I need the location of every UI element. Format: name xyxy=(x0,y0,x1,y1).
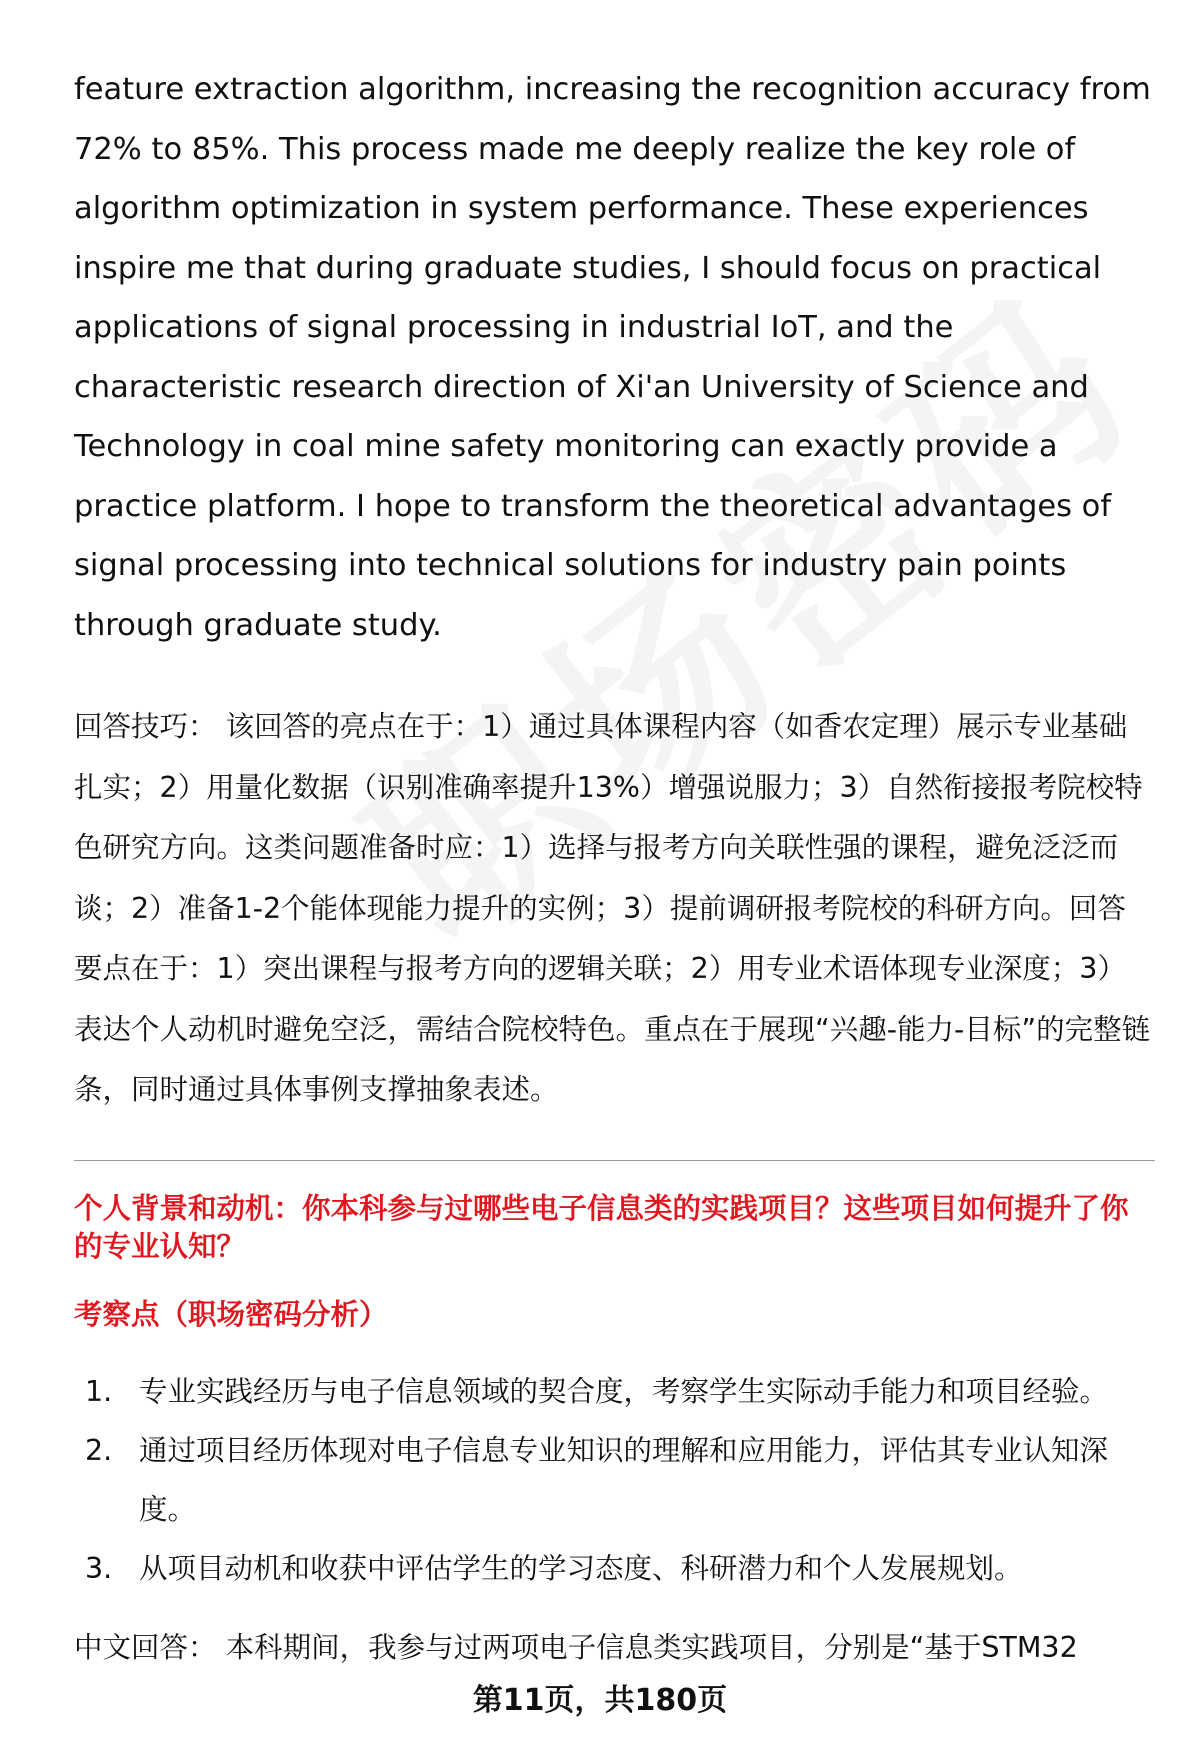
list-item-number: 2. xyxy=(85,1433,113,1467)
list-item xyxy=(74,1362,1154,1421)
list-item xyxy=(74,1539,1154,1598)
list-item-text: 通过项目经历体现对电子信息专业知识的理解和应用能力，评估其专业认知深度。 xyxy=(139,1433,1109,1526)
list-item-number: 1. xyxy=(85,1374,113,1408)
list-item-number: 3. xyxy=(85,1551,113,1585)
page-footer: 第11页，共180页 xyxy=(472,1683,728,1718)
assessment-points-list xyxy=(74,1362,1154,1598)
list-item-text: 专业实践经历与电子信息领域的契合度，考察学生实际动手能力和项目经验。 xyxy=(139,1374,1109,1408)
chinese-answer-paragraph xyxy=(74,1628,1154,1668)
list-item-text: 从项目动机和收获中评估学生的学习态度、科研潜力和个人发展规划。 xyxy=(139,1551,1023,1585)
answer-tip-label: 回答技巧： xyxy=(74,710,217,743)
list-item xyxy=(74,1421,1154,1539)
english-answer-paragraph: feature extraction algorithm, increasing the recognition accuracy from 72% to 85%. This process made me deeply realize the key role of algorithm optimization in system performance. These experiences inspire me that during graduate studies, I should focus on practical applications of signal processing in industrial IoT, and the characteristic research direction of Xi'an University of Science and Technology in coal mine safety monitoring can exactly provide a practice platform. I hope to transform the theoretical advantages of signal processing into technical solutions for industry pain points through graduate study. xyxy=(74,72,1151,643)
assessment-points-heading: 考察点（职场密码分析） xyxy=(74,1297,388,1331)
answer-tip-text: 该回答的亮点在于：1）通过具体课程内容（如香农定理）展示专业基础扎实；2）用量化数据（识别准确率提升13%）增强说服力；3）自然衔接报考院校特色研究方向。这类问题准备时应：1）选择与报考方向关联性强的课程，避免泛泛而谈；2）准备1-2个能体现能力提升的实例；3）提前调研报考院校的科研方向。回答要点在于：1）突出课程与报考方向的逻辑关联；2）用专业术语体现专业深度；3）表达个人动机时避免空泛，需结合院校特色。重点在于展现“兴趣-能力-目标”的完整链条，同时通过具体事例支撑抽象表述。 xyxy=(74,710,1151,1106)
answer-tip-paragraph xyxy=(74,697,1154,1121)
question-heading: 个人背景和动机：你本科参与过哪些电子信息类的实践项目？这些项目如何提升了你的专业认知？ xyxy=(74,1191,1129,1263)
chinese-answer-text: 本科期间，我参与过两项电子信息类实践项目，分别是“基于STM32 xyxy=(225,1630,1078,1664)
document-body xyxy=(74,60,1154,1668)
section-divider xyxy=(74,1160,1155,1161)
chinese-answer-label: 中文回答： xyxy=(74,1630,217,1664)
